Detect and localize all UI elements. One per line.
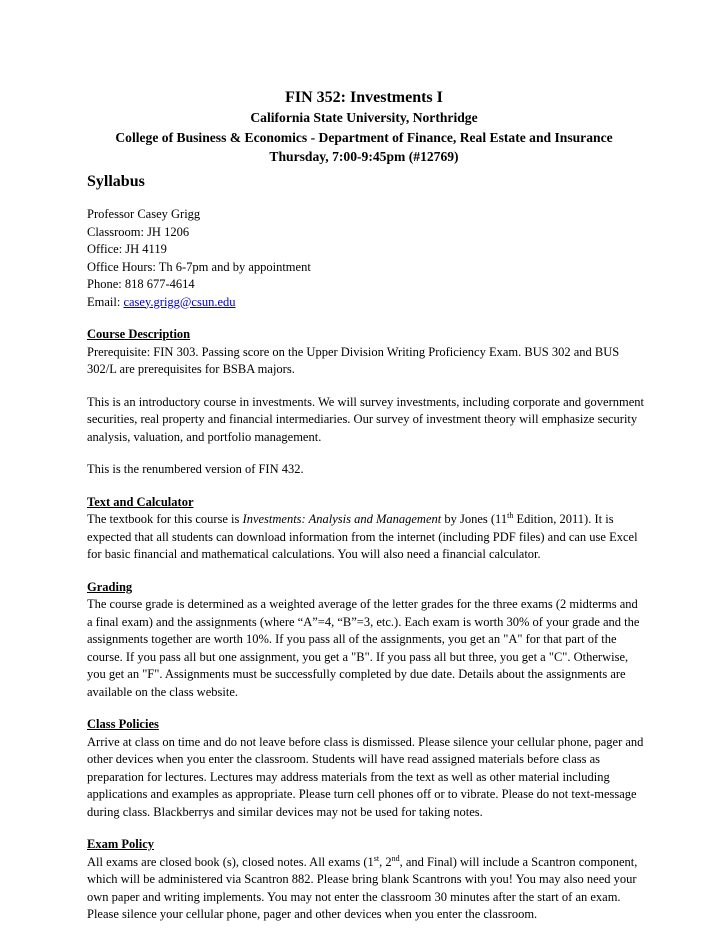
renumbered-text: This is the renumbered version of FIN 432. bbox=[87, 462, 304, 476]
exam-post: , and Final) will include a Scantron component, which will be administered via Scantron 882. Please bring blank Scantrons with you! You may also need your own paper and writing implements. You may not enter the classroom 30 minutes after the start of an exam. Please silence your cellular phone, pager and other devices when you enter the classroom. bbox=[87, 854, 638, 921]
grading-title: Grading bbox=[87, 579, 133, 594]
course-title: FIN 352: Investments I bbox=[285, 89, 443, 106]
course-description-title: Course Description bbox=[87, 327, 191, 341]
classroom: Classroom: JH 1206 bbox=[87, 224, 190, 239]
university-name: California State University, Northridge bbox=[250, 110, 478, 125]
edition-sup: th bbox=[507, 510, 514, 520]
phone: Phone: 818 677-4614 bbox=[87, 277, 195, 291]
text-post: Edition, 2011). It is expected that all students can download information from the internet (including PDF files) and can use Excel for basic financial and mathematical calculations. You will also need a financial calculator. bbox=[87, 512, 638, 561]
class-schedule: Thursday, 7:00-9:45pm (#12769) bbox=[269, 149, 459, 164]
text-calculator-title: Text and Calculator bbox=[87, 494, 194, 509]
office: Office: JH 4119 bbox=[87, 242, 167, 256]
text-calculator-section bbox=[87, 494, 644, 564]
professor-name: Professor Casey Grigg bbox=[87, 207, 201, 221]
document-body bbox=[87, 172, 644, 924]
text-mid: by Jones (11 bbox=[441, 512, 508, 526]
prerequisite-text: Prerequisite: FIN 303. Passing score on the Upper Division Writing Proficiency Exam. BUS 302 and BUS 302/L are prerequisites for BSBA majors. bbox=[87, 344, 620, 376]
exam-mid: , 2 bbox=[379, 854, 392, 869]
grading-section bbox=[87, 579, 644, 702]
exam-sup-1: st bbox=[373, 853, 380, 863]
class-policies-section bbox=[87, 716, 644, 821]
text-calculator-body bbox=[87, 511, 644, 564]
class-policies-title: Class Policies bbox=[87, 717, 159, 731]
grading-text: The course grade is determined as a weighted average of the letter grades for the three exams (2 midterms and a final exam) and the assignments (where “A”=4, “B”=3, etc.). Each exam is worth 30% of your grade and the assignments together are worth 10%. If you pass all of the assignments, you get an "A" for that part of the course. If you pass all but one assignment, you get a "B". If you pass all but three, you get a "C". Otherwise, you get an "F". Assignments must be successfully completed by due date. Details about the assignments are available on the class website. bbox=[87, 597, 640, 699]
class-policies-text: Arrive at class on time and do not leave before class is dismissed. Please silence your cellular phone, pager and other devices when you enter the classroom. Students will have read assigned materials before class as preparation for lectures. Lectures may address materials from the text as well as other material including applications and examples as appropriate. Please turn cell phones off or to vibrate. Please do not text-message during class. Blackberrys and similar devices may not be used for taking notes. bbox=[87, 734, 644, 819]
email-label: Email: bbox=[87, 294, 124, 309]
email-line bbox=[87, 294, 644, 312]
syllabus-heading: Syllabus bbox=[87, 173, 145, 190]
course-description-section bbox=[87, 326, 644, 479]
exam-sup-2: nd bbox=[391, 853, 400, 863]
instructor-info bbox=[87, 206, 644, 311]
office-hours: Office Hours: Th 6-7pm and by appointment bbox=[87, 259, 311, 274]
exam-policy-section bbox=[87, 836, 644, 924]
exam-pre: All exams are closed book (s), closed notes. All exams (1 bbox=[87, 854, 374, 869]
exam-policy-text bbox=[87, 854, 644, 924]
exam-policy-title: Exam Policy bbox=[87, 837, 155, 851]
text-pre: The textbook for this course is bbox=[87, 512, 243, 526]
document-header bbox=[0, 88, 728, 166]
email-link[interactable]: casey.grigg@csun.edu bbox=[123, 294, 236, 309]
textbook-title: Investments: Analysis and Management bbox=[242, 512, 442, 526]
course-intro-text: This is an introductory course in investments. We will survey investments, including corporate and government securities, real property and financial intermediaries. Our survey of investment theory will emphasize security analysis, valuation, and portfolio management. bbox=[87, 394, 644, 444]
college-department: College of Business & Economics - Department of Finance, Real Estate and Insurance bbox=[115, 130, 613, 145]
